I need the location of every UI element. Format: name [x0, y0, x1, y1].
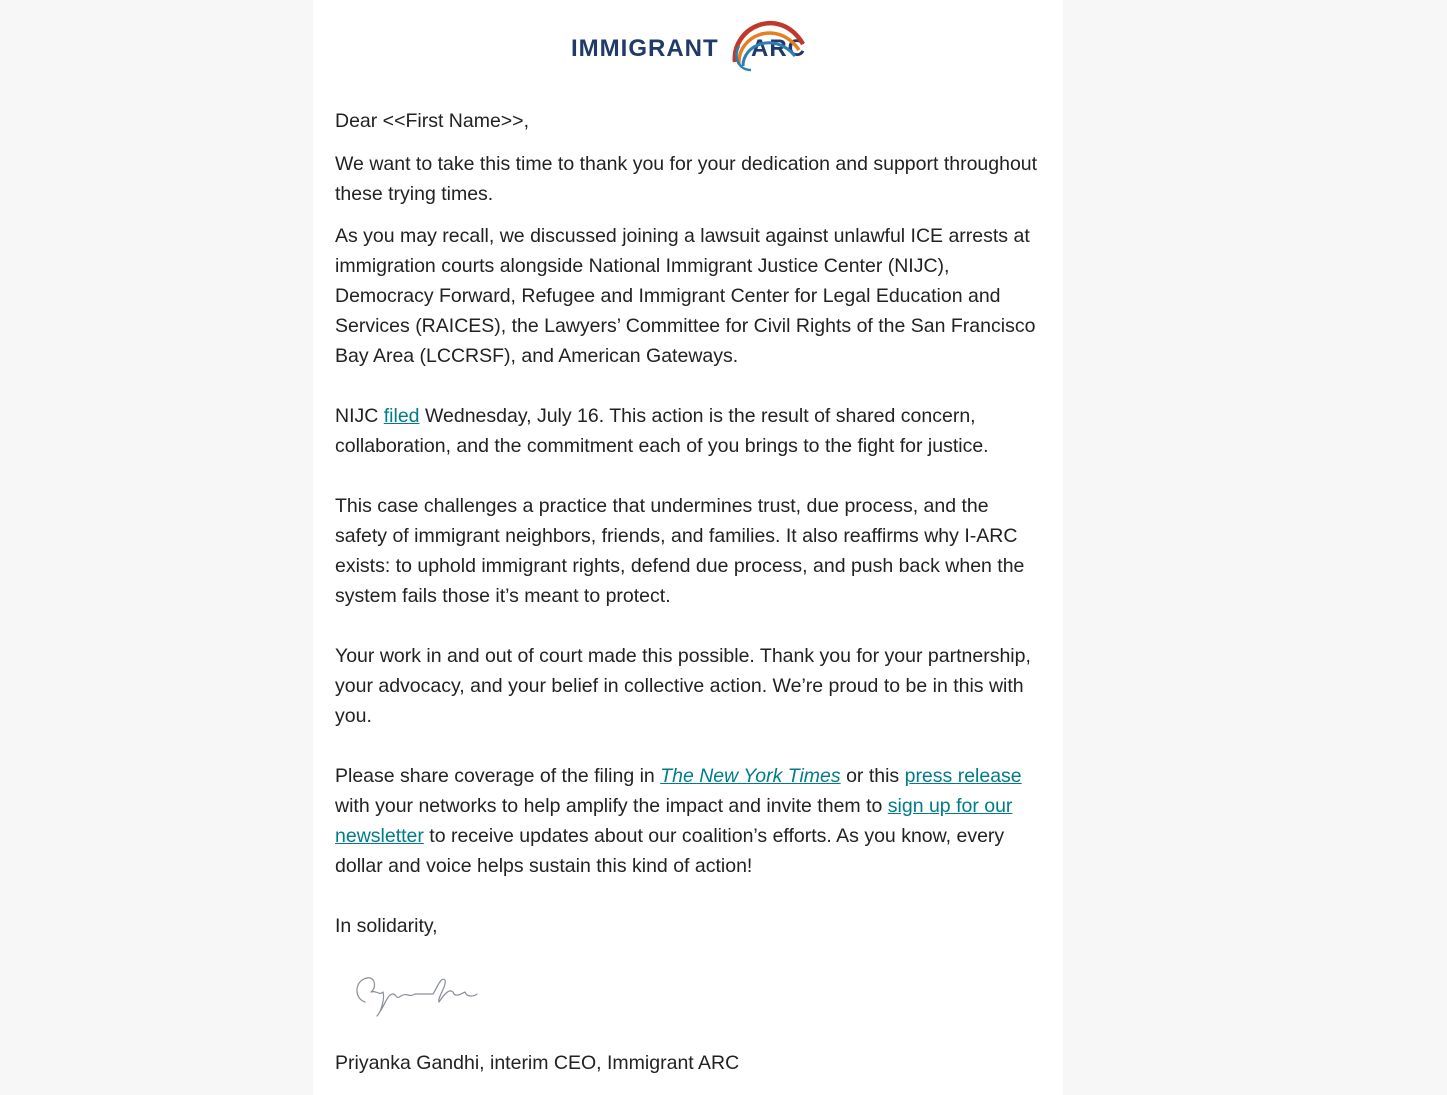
handwritten-signature: [351, 968, 481, 1020]
email-body: [335, 106, 1045, 941]
text-span: to receive updates about our coalition’s efforts. As you know, every dollar and voice helps sustain this kind of action!: [335, 825, 1005, 877]
text-span: with your networks to help amplify the impact and invite them to: [335, 795, 888, 817]
text-span: or this: [840, 765, 905, 787]
signer-name: Priyanka Gandhi, interim CEO, Immigrant ARC: [335, 1052, 740, 1074]
newsletter-signup-link[interactable]: sign up for our newsletter: [335, 795, 1013, 847]
email-card: [313, 0, 1063, 1095]
paragraph-filed: [335, 401, 1045, 461]
logo-header: [313, 6, 1063, 72]
logo-word-immigrant: IMMIGRANT: [571, 35, 719, 62]
nyt-link[interactable]: The New York Times: [660, 765, 841, 787]
paragraph-case: This case challenges a practice that undermines trust, due process, and the safety of immigrant neighbors, friends, and families. It also reaffirms why I-ARC exists: to uphold immigrant rights, defend due process, and push back when the system fails those it’s meant to protect.: [335, 495, 1025, 607]
immigrant-arc-logo: [567, 6, 807, 72]
paragraph-share: [335, 761, 1045, 881]
press-release-link[interactable]: press release: [904, 765, 1022, 787]
logo-word-arc: ARC: [751, 35, 806, 62]
closing: In solidarity,: [335, 915, 438, 937]
paragraph-gratitude: Your work in and out of court made this possible. Thank you for your partnership, your advocacy, and your belief in collective action. We’re proud to be in this with you.: [335, 645, 1031, 727]
text-span: Please share coverage of the filing in: [335, 765, 661, 787]
paragraph-thanks: We want to take this time to thank you for your dedication and support throughout these trying times.: [335, 153, 1038, 205]
text-span: NIJC: [335, 405, 384, 427]
text-span: Wednesday, July 16. This action is the result of shared concern, collaboration, and the commitment each of you brings to the fight for justice.: [335, 405, 989, 457]
greeting: Dear <<First Name>>,: [335, 110, 529, 132]
paragraph-lawsuit: As you may recall, we discussed joining a lawsuit against unlawful ICE arrests at immigration courts alongside National Immigrant Justice Center (NIJC), Democracy Forward, Refugee and Immigrant Center for Legal Education and Services (RAICES), the Lawyers’ Committee for Civil Rights of the San Francisco Bay Area (LCCRSF), and American Gateways.: [335, 225, 1036, 367]
filed-link[interactable]: filed: [383, 405, 420, 427]
